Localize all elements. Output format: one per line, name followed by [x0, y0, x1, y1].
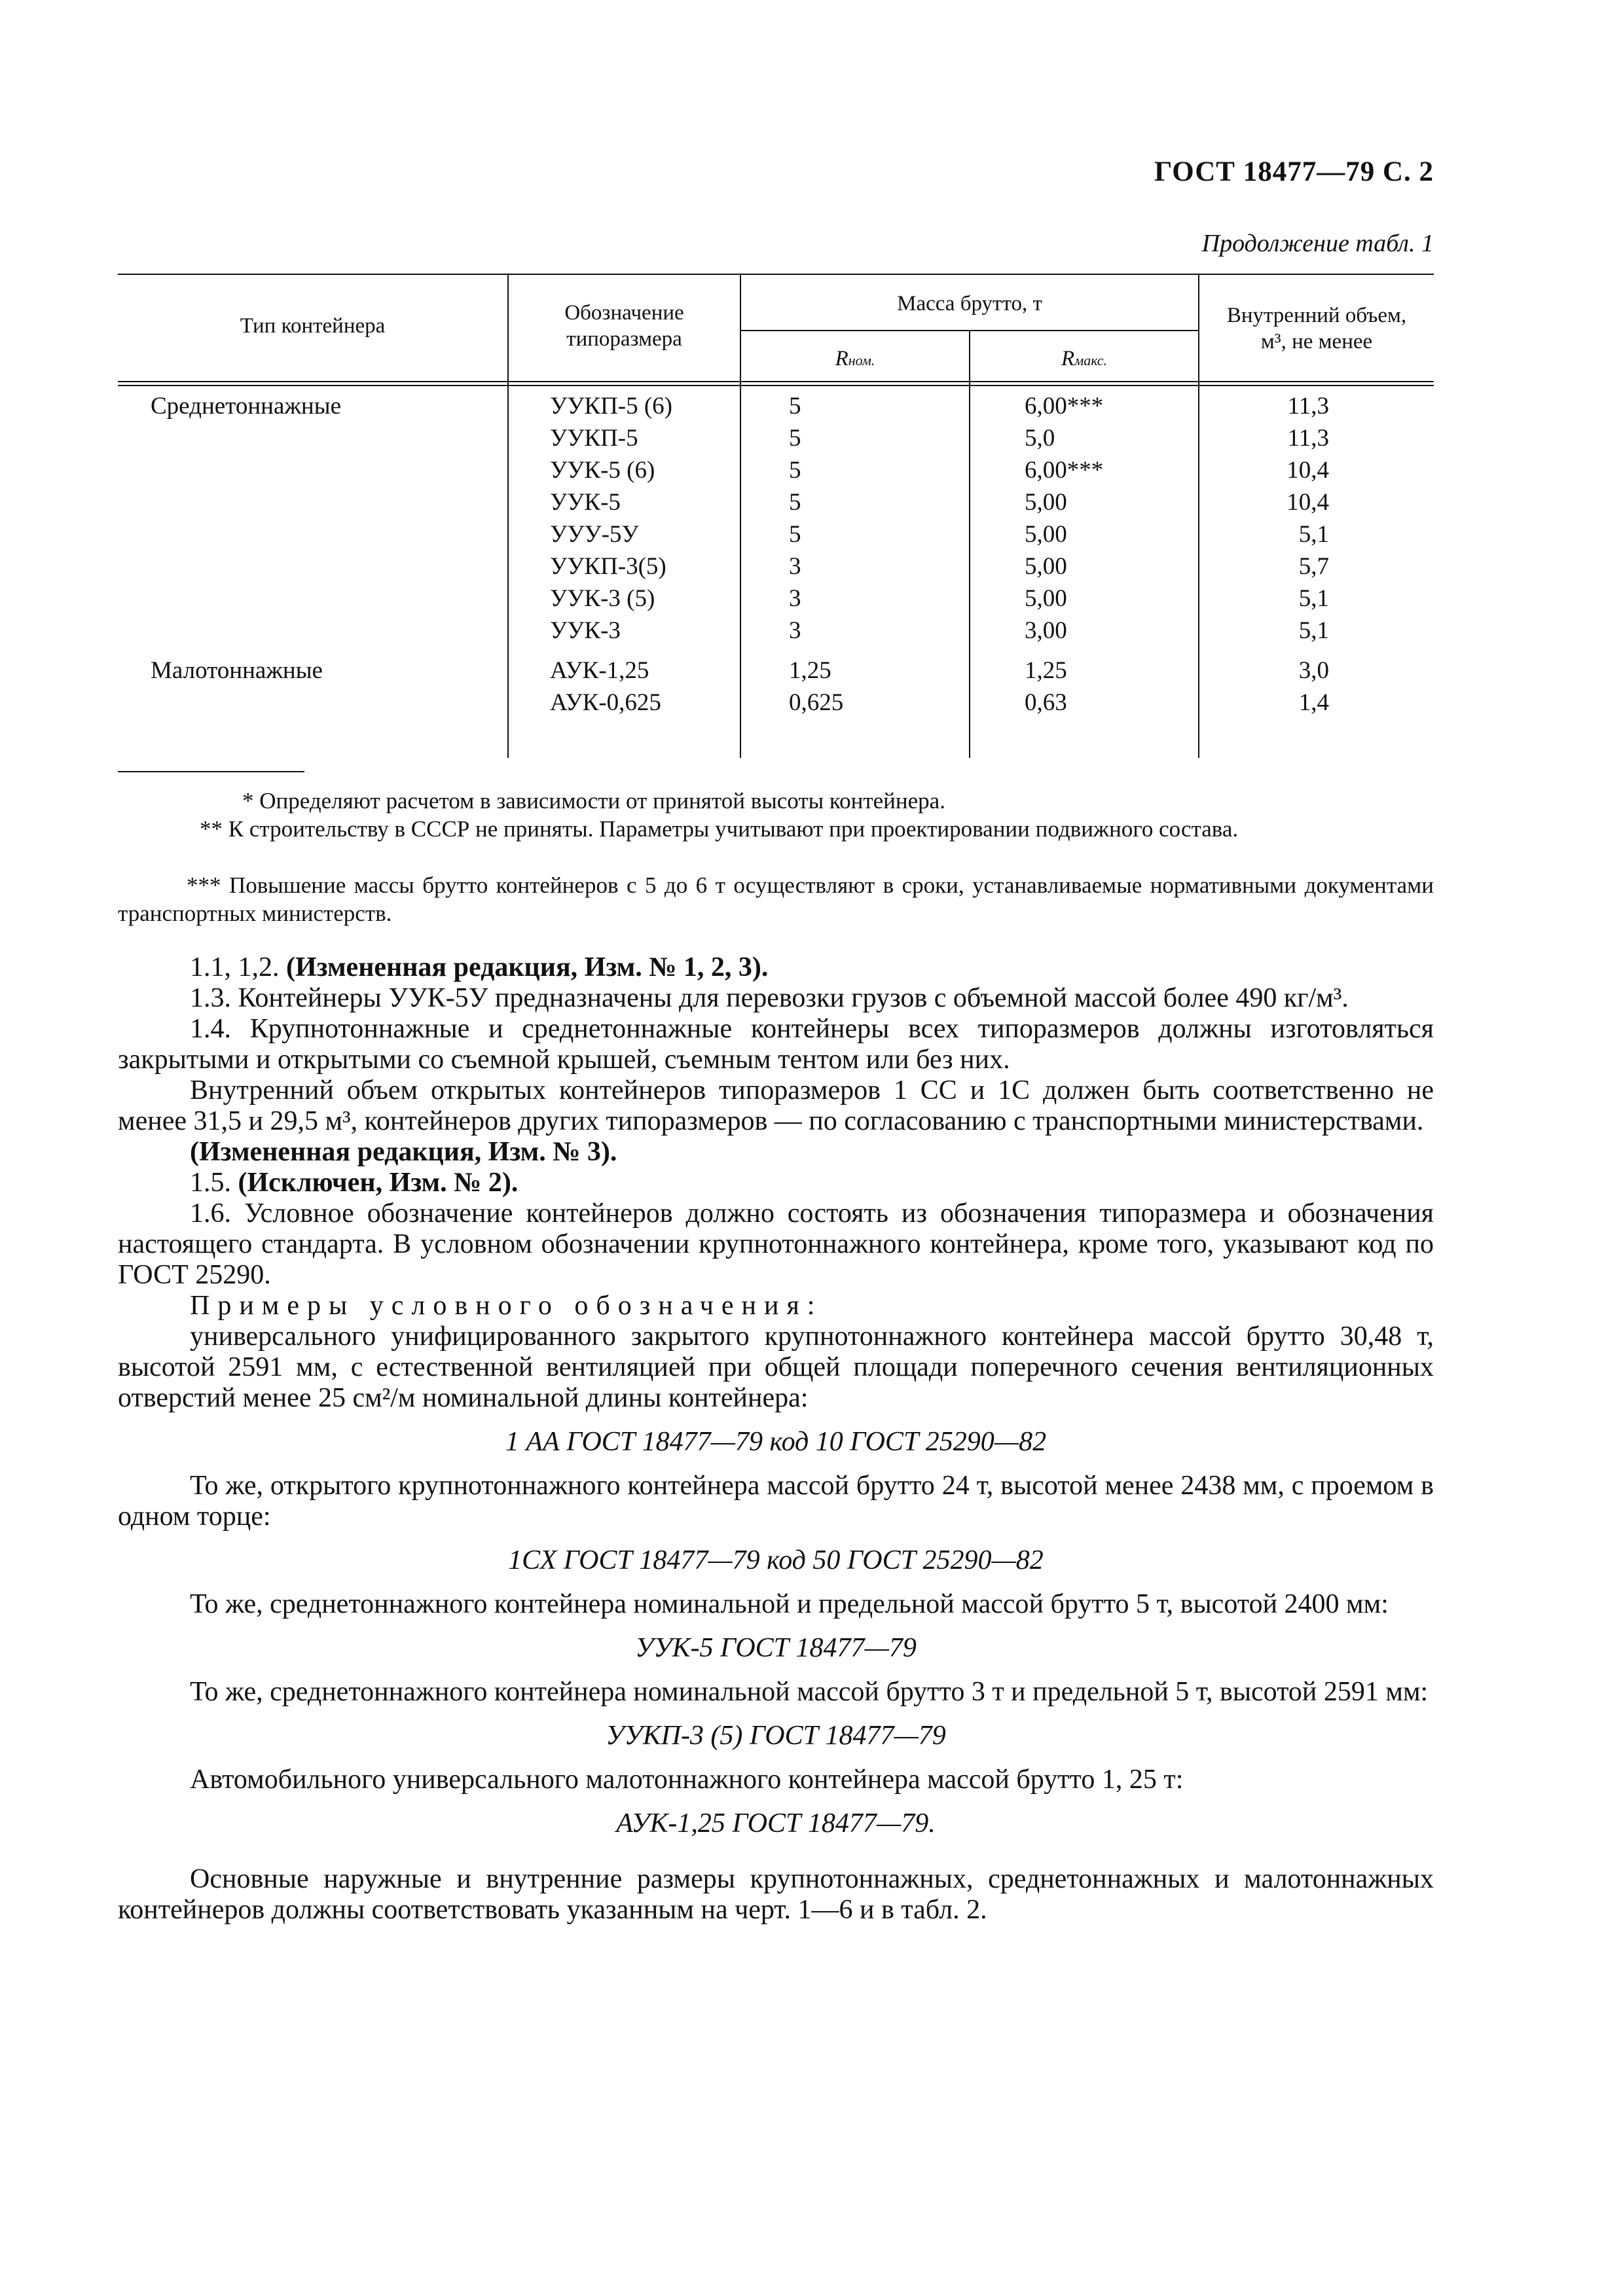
paragraph-dimensions: Основные наружные и внутренние размеры крупнотоннажных, среднетоннажных и малотоннажных контейнеров должны соответствовать указанным на черт. 1—6 и в табл. 2.: [118, 1864, 1434, 1925]
header-type: Тип контейнера: [240, 314, 386, 338]
r-nom-sub: ном.: [848, 352, 875, 368]
cell-volume: 5,7: [1298, 553, 1329, 580]
designation-example-1: 1 АА ГОСТ 18477—79 код 10 ГОСТ 25290—82: [505, 1427, 1047, 1457]
group-type-medium: Среднетоннажные: [151, 393, 342, 420]
p1-change-note: (Измененная редакция, Изм. № 1, 2, 3).: [286, 952, 769, 982]
cell-rnom: 1,25: [789, 657, 831, 684]
col-divider-3: [969, 330, 970, 758]
paragraph-change-note-3: (Измененная редакция, Изм. № 3).: [190, 1137, 617, 1167]
cell-rnom: 5: [789, 425, 801, 452]
r-max-sub: макс.: [1074, 352, 1107, 368]
r-max-main: R: [1061, 347, 1075, 370]
paragraph-1-1: [118, 952, 1434, 983]
p1-prefix: 1.1, 1,2.: [190, 952, 286, 982]
cell-rmax: 3,00: [1025, 617, 1067, 644]
p6-excluded-note: (Исключен, Изм. № 2).: [238, 1168, 519, 1198]
cell-designation: УУК-3: [550, 617, 621, 644]
cell-volume: 5,1: [1298, 617, 1329, 644]
p6-prefix: 1.5.: [190, 1168, 238, 1198]
cell-volume: 10,4: [1286, 489, 1329, 516]
table-top-rule: [118, 274, 1434, 275]
containers-table: [118, 274, 1434, 758]
footnote-rule: [118, 771, 304, 772]
paragraph-1-4: 1.4. Крупнотоннажные и среднетоннажные контейнеры всех типоразмеров должны изготовляться закрытыми и открытыми со съемной крышей, съемным тентом или без них.: [118, 1014, 1434, 1075]
cell-rnom: 3: [789, 617, 801, 644]
example-2-text: То же, открытого крупнотоннажного контейнера массой брутто 24 т, высотой менее 2438 мм, с проемом в одном торце:: [118, 1471, 1434, 1532]
r-nom-main: R: [835, 347, 848, 370]
cell-rnom: 5: [789, 457, 801, 484]
header-r-max: [970, 346, 1198, 374]
paragraph-1-3: 1.3. Контейнеры УУК-5У предназначены для перевозки грузов с объемной массой более 490 кг/м³.: [190, 983, 1349, 1013]
cell-rnom: 3: [789, 553, 801, 580]
cell-rmax: 5,00: [1025, 553, 1067, 580]
table-continuation-label: Продолжение табл. 1: [1201, 230, 1434, 257]
header-bottom-rule-2: [118, 385, 1434, 386]
cell-rmax: 5,0: [1025, 425, 1055, 452]
header-designation-text: Обозначение типоразмера: [564, 301, 684, 351]
cell-rnom: 3: [789, 585, 801, 612]
cell-rmax: 5,00: [1025, 585, 1067, 612]
cell-volume: 10,4: [1286, 457, 1329, 484]
cell-rnom: 5: [789, 489, 801, 516]
example-4-text: То же, среднетоннажного контейнера номинальной массой брутто 3 т и предельной 5 т, высотой 2591 мм:: [190, 1677, 1429, 1707]
footnote-2: ** К строительству в СССР не приняты. Параметры учитывают при проектировании подвижного состава.: [200, 816, 1239, 842]
cell-designation: АУК-1,25: [550, 657, 649, 684]
header-bottom-rule: [118, 381, 1434, 382]
cell-volume: 3,0: [1298, 657, 1329, 684]
cell-rmax: 0,63: [1025, 689, 1067, 716]
examples-heading: Примеры условного обозначения:: [190, 1291, 823, 1321]
body-text: [118, 952, 1434, 1926]
header-volume: [1199, 302, 1434, 355]
footnote-1: * Определяют расчетом в зависимости от принятой высоты контейнера.: [242, 788, 945, 814]
cell-rmax: 5,00: [1025, 521, 1067, 548]
cell-rmax: 6,00***: [1025, 457, 1104, 484]
example-3-text: То же, среднетоннажного контейнера номинальной и предельной массой брутто 5 т, высотой 2400 мм:: [190, 1589, 1389, 1619]
header-r-nom: [741, 346, 969, 374]
header-mass: Масса брутто, т: [897, 292, 1042, 315]
designation-example-3: УУК-5 ГОСТ 18477—79: [635, 1633, 917, 1663]
cell-rnom: 0,625: [789, 689, 844, 716]
spacer: [118, 1852, 1434, 1864]
cell-volume: 1,4: [1298, 689, 1329, 716]
paragraph-1-6: 1.6. Условное обозначение контейнеров должно состоять из обозначения типоразмера и обозначения настоящего стандарта. В условном обозначении крупнотоннажного контейнера, кроме того, указывают код по ГОСТ 25290.: [118, 1198, 1434, 1290]
cell-designation: УУК-5: [550, 489, 621, 516]
cell-volume: 5,1: [1298, 521, 1329, 548]
cell-volume: 11,3: [1287, 425, 1329, 452]
cell-rnom: 5: [789, 393, 801, 420]
footnote-3: *** Повышение массы брутто контейнеров с 5 до 6 т осуществляют в сроки, устанавливаемые нормативными документами транспортных министерств.: [118, 872, 1434, 926]
cell-designation: УУК-3 (5): [550, 585, 655, 612]
cell-designation: УУКП-3(5): [550, 553, 666, 580]
cell-designation: УУУ-5У: [550, 521, 639, 548]
cell-rnom: 5: [789, 521, 801, 548]
cell-designation: УУК-5 (6): [550, 457, 655, 484]
cell-volume: 5,1: [1298, 585, 1329, 612]
paragraph-volume: Внутренний объем открытых контейнеров типоразмеров 1 СС и 1С должен быть соответственно не менее 31,5 и 29,5 м³, контейнеров других типоразмеров — по согласованию с транспортными министерствами.: [118, 1075, 1434, 1136]
cell-rmax: 6,00***: [1025, 393, 1104, 420]
header-designation: [509, 300, 740, 352]
group-type-light: Малотоннажные: [151, 657, 323, 684]
designation-example-2: 1СХ ГОСТ 18477—79 код 50 ГОСТ 25290—82: [508, 1545, 1044, 1575]
designation-example-4: УУКП-3 (5) ГОСТ 18477—79: [606, 1721, 946, 1751]
cell-designation: УУКП-5: [550, 425, 638, 452]
example-1-text: универсального унифицированного закрытого крупнотоннажного контейнера массой брутто 30,48 т, высотой 2591 мм, с естественной вентиляцией при общей площади поперечного сечения вентиляционных отверстий менее 25 см²/м номинальной длины контейнера:: [118, 1321, 1434, 1413]
example-5-text: Автомобильного универсального малотоннажного контейнера массой брутто 1, 25 т:: [190, 1765, 1184, 1795]
paragraph-1-5: [118, 1168, 1434, 1198]
page-header: ГОСТ 18477—79 С. 2: [1154, 156, 1434, 187]
cell-rmax: 1,25: [1025, 657, 1067, 684]
header-volume-text: Внутренний объем, м³, не менее: [1226, 304, 1407, 353]
cell-designation: АУК-0,625: [550, 689, 661, 716]
cell-volume: 11,3: [1287, 393, 1329, 420]
cell-designation: УУКП-5 (6): [550, 393, 673, 420]
cell-rmax: 5,00: [1025, 489, 1067, 516]
designation-example-5: АУК-1,25 ГОСТ 18477—79.: [616, 1808, 936, 1839]
